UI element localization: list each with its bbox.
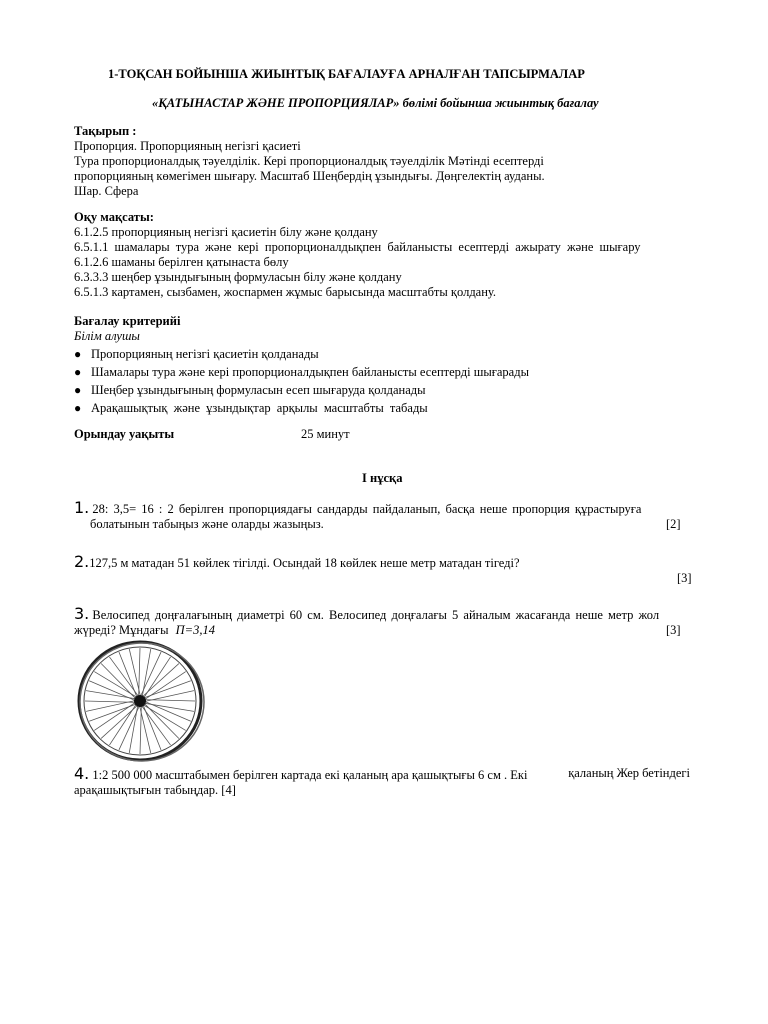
document-title: 1-ТОҚСАН БОЙЫНША ЖИЫНТЫҚ БАҒАЛАУҒА АРНАЛҒАН ТАПСЫРМАЛАР [108, 67, 585, 81]
topic-section [74, 124, 694, 199]
time-label: Орындау уақыты [74, 427, 175, 441]
question-4 [74, 766, 690, 798]
criteria-label: Бағалау критерийі [74, 314, 181, 328]
criteria-sublabel: Білім алушы [74, 329, 140, 343]
bullet-icon: ● [74, 401, 82, 415]
list-item: ● Арақашықтық және ұзындықтар арқылы масштабты табады [74, 401, 428, 415]
question-text: 127,5 м матадан 51 көйлек тігілді. Осындай 18 көйлек неше метр матадан тігеді? [89, 556, 520, 570]
score-badge: [3] [666, 623, 681, 637]
objective-item: 6.1.2.6 шаманы берілген қатынаста бөлу [74, 255, 289, 269]
document-subtitle: «ҚАТЫНАСТАР ЖӘНЕ ПРОПОРЦИЯЛАР» бөлімі бойынша жиынтық бағалау [152, 96, 599, 110]
question-2 [74, 554, 690, 571]
question-text-line2: болатынын табыңыз және оларды жазыңыз. [90, 517, 324, 531]
objective-item: 6.5.1.1 шамалары тура және кері пропорционалдықпен байланысты есептерді ажырату және шығару [74, 240, 641, 254]
objectives-label: Оқу мақсаты: [74, 210, 154, 224]
score-badge: [2] [666, 517, 681, 531]
topic-line: пропорцияның көмегімен шығару. Масштаб Шеңбердің ұзындығы. Дөңгелектің ауданы. [74, 169, 545, 183]
topic-line: Пропорция. Пропорцияның негізгі қасиеті [74, 139, 301, 153]
bullet-icon: ● [74, 383, 82, 397]
question-text-line2: жүреді? Мұндағы [74, 623, 169, 637]
question-number: 3. [74, 604, 90, 623]
bullet-icon: ● [74, 365, 82, 379]
question-text: 28: 3,5= 16 : 2 берілген пропорциядағы сандарды пайдаланып, басқа неше пропорция құрастыруға [92, 502, 642, 516]
list-item: ● Пропорцияның негізгі қасиетін қолданады [74, 347, 319, 361]
list-item: ● Шамалары тура және кері пропорционалдықпен байланысты есептерді шығарады [74, 365, 529, 379]
question-number: 2. [74, 552, 90, 571]
question-number: 1. [74, 498, 90, 517]
question-3 [74, 606, 690, 638]
objectives-section [74, 210, 694, 300]
objective-item: 6.1.2.5 пропорцияның негізгі қасиетін білу және қолдану [74, 225, 378, 239]
question-text: 1:2 500 000 масштабымен берілген картада екі қаланың ара қашықтығы 6 см . Екі [92, 768, 528, 782]
question-1 [74, 500, 690, 532]
objective-item: 6.5.1.3 картамен, сызбамен, жоспармен жұмыс барысында масштабты қолдану. [74, 285, 497, 299]
criteria-list [74, 345, 694, 417]
time-value: 25 минут [301, 427, 350, 441]
pi-value: П=3,14 [175, 623, 215, 637]
variant-heading: I нұсқа [362, 471, 403, 485]
question-text: қаланың Жер бетіндегі [568, 766, 690, 780]
topic-line: Тура пропорционалдық тәуелділік. Кері пропорционалдық тәуелділік Мәтінді есептерді [74, 154, 544, 168]
topic-label: Тақырып : [74, 124, 137, 138]
question-text-line2: арақашықтығын табыңдар. [4] [74, 783, 236, 797]
bullet-icon: ● [74, 347, 82, 361]
objective-item: 6.3.3.3 шеңбер ұзындығының формуласын білу және қолдану [74, 270, 402, 284]
question-number: 4. [74, 764, 90, 783]
question-text: Велосипед доңғалағының диаметрі 60 см. Велосипед доңғалағы 5 айналым жасағанда неше метр жол [92, 608, 660, 622]
list-item: ● Шеңбер ұзындығының формуласын есеп шығаруда қолданады [74, 383, 426, 397]
score-badge: [3] [677, 571, 692, 585]
criteria-section [74, 314, 694, 417]
bicycle-wheel-icon [76, 640, 208, 764]
topic-line: Шар. Сфера [74, 184, 139, 198]
